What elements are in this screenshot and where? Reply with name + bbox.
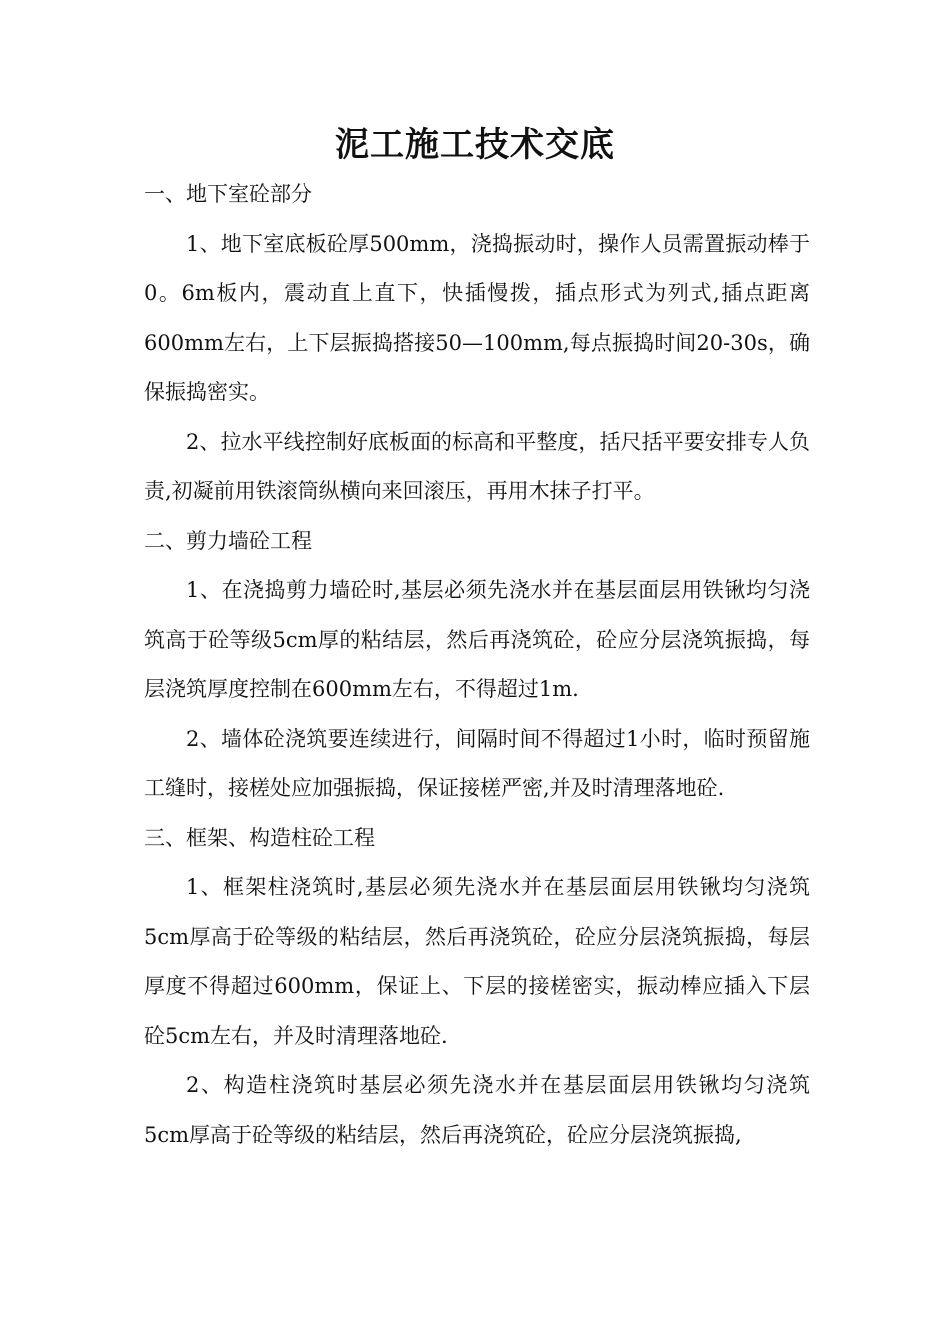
paragraph-basement-1: 1、地下室底板砼厚500mm，浇捣振动时，操作人员需置振动棒于0。6m板内，震动直上直下，快插慢拨，插点形式为列式,插点距离600mm左右，上下层振捣搭接50—100mm,每点振捣时间20-30s，确保振捣密实。 [144, 231, 810, 404]
section-heading-shear-wall: 二、剪力墙砼工程 [144, 528, 312, 553]
document-title: 泥工施工技术交底 [335, 125, 615, 165]
paragraph-frame-column-2: 2、构造柱浇筑时基层必须先浇水并在基层面层用铁锹均匀浇筑5cm厚高于砼等级的粘结层，然后再浇筑砼，砼应分层浇筑振捣, [144, 1073, 810, 1147]
document-body [144, 170, 810, 1160]
paragraph-shear-wall-2: 2、墙体砼浇筑要连续进行，间隔时间不得超过1小时，临时预留施工缝时，接槎处应加强振捣，保证接槎严密,并及时清理落地砼. [144, 726, 810, 800]
paragraph-frame-column-1: 1、框架柱浇筑时,基层必须先浇水并在基层面层用铁锹均匀浇筑5cm厚高于砼等级的粘结层，然后再浇筑砼，砼应分层浇筑振捣，每层厚度不得超过600mm，保证上、下层的接槎密实，振动棒应插入下层砼5cm左右，并及时清理落地砼. [144, 875, 810, 1048]
paragraph-shear-wall-1: 1、在浇捣剪力墙砼时,基层必须先浇水并在基层面层用铁锹均匀浇筑高于砼等级5cm厚的粘结层，然后再浇筑砼，砼应分层浇筑振捣，每层浇筑厚度控制在600mm左右，不得超过1m. [144, 578, 810, 701]
paragraph-basement-2: 2、拉水平线控制好底板面的标高和平整度，括尺括平要安排专人负责,初凝前用铁滚筒纵横向来回滚压，再用木抹子打平。 [144, 429, 810, 503]
section-heading-basement: 一、地下室砼部分 [144, 182, 312, 206]
section-heading-frame-column: 三、框架、构造柱砼工程 [144, 825, 375, 850]
